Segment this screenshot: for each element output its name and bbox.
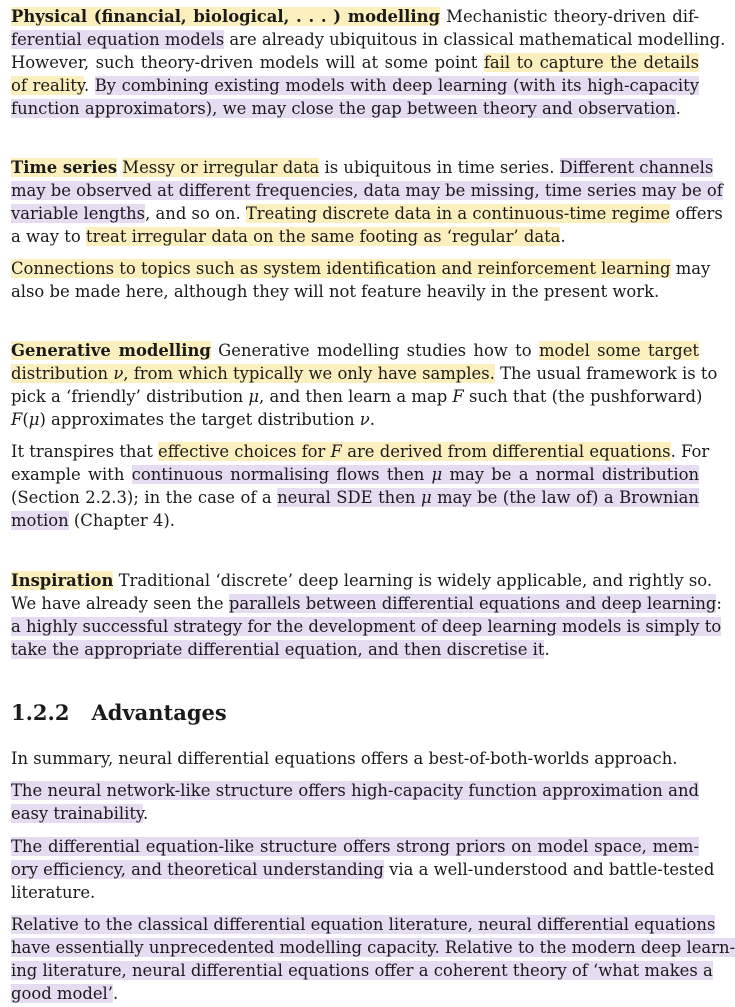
text-line <box>11 960 713 982</box>
text-span: F <box>11 410 23 429</box>
text-line <box>11 780 699 802</box>
text-line <box>11 386 703 408</box>
text-span: are already ubiquitous in classical mathematical modelling. <box>224 30 726 49</box>
text-line <box>11 6 699 28</box>
highlight-yellow: effective choices for <box>158 442 331 461</box>
text-line <box>11 203 723 225</box>
text-line <box>11 510 699 532</box>
highlight-purple: Different channels <box>559 158 714 177</box>
highlight-purple: take the appropriate differential equation, and then discretise it <box>11 640 545 659</box>
text-line <box>11 363 718 385</box>
highlight-yellow: Treating discrete data in a continuous-time regime <box>245 204 671 223</box>
text-span: μ <box>28 410 40 429</box>
text-line <box>11 340 699 362</box>
text-span: . <box>560 227 566 246</box>
text-line <box>11 464 699 486</box>
text-span: However, such theory-driven models will at some point <box>11 53 484 72</box>
text-line <box>11 409 699 431</box>
highlight-yellow: Generative modelling <box>11 341 211 360</box>
text-span: F <box>452 387 464 406</box>
text-span: Generative modelling studies how to <box>210 341 539 360</box>
text-span: pick a ‘friendly’ distribution <box>11 387 249 406</box>
text-span: is ubiquitous in time series. <box>319 158 560 177</box>
text-line <box>11 570 713 592</box>
text-span: The usual framework is to <box>494 364 718 383</box>
text-line <box>11 226 699 248</box>
highlight-purple: function approximators), we may close the gap between theory and observation <box>11 99 676 118</box>
text-line <box>11 258 711 280</box>
text-span: offers <box>670 204 723 223</box>
highlight-purple: variable lengths <box>11 204 146 223</box>
text-line <box>11 914 716 936</box>
highlight-purple: ing literature, neural differential equations offer a coherent theory of ‘what makes a <box>11 961 713 980</box>
text-span: ( <box>22 410 29 429</box>
text-line <box>11 75 699 97</box>
text-span: It transpires that <box>11 442 159 461</box>
text-line <box>11 836 699 858</box>
text-line <box>11 859 715 881</box>
highlight-purple: have essentially unprecedented modelling capacity. Relative to the modern deep learn- <box>11 938 735 957</box>
section-number: 1.2.2 <box>11 700 70 725</box>
text-span: , and so on. <box>145 204 246 223</box>
text-span: via a well-understood and battle-tested <box>383 860 715 879</box>
highlight-purple: μ <box>431 465 443 484</box>
text-span: (Section 2.2.3); in the case of a <box>11 488 278 507</box>
text-span: . <box>369 410 375 429</box>
highlight-purple: may be observed at different frequencies, data may be missing, time series may be of <box>11 181 723 200</box>
text-span: Mechanistic theory-driven dif- <box>439 7 699 26</box>
text-span: . <box>143 804 149 823</box>
highlight-purple: μ <box>420 488 432 507</box>
text-span: . For <box>670 442 710 461</box>
highlight-purple: may be a normal distribution <box>442 465 700 484</box>
highlight-yellow: ν <box>113 364 124 383</box>
text-span: : <box>716 594 722 613</box>
section-title: Advantages <box>91 700 227 725</box>
highlight-purple: motion <box>11 511 69 530</box>
text-line <box>11 281 699 303</box>
text-line <box>11 98 699 120</box>
highlight-yellow: F <box>330 442 342 461</box>
text-line <box>11 616 722 638</box>
highlight-purple: neural SDE then <box>277 488 421 507</box>
highlight-purple: parallels between differential equations and deep learning <box>228 594 717 613</box>
highlight-yellow: , from which typically we only have samples. <box>123 364 495 383</box>
text-span: a way to <box>11 227 86 246</box>
text-span: ν <box>359 410 370 429</box>
text-line <box>11 803 699 825</box>
text-span: may <box>670 259 711 278</box>
text-span: μ <box>248 387 260 406</box>
text-span: . <box>675 99 681 118</box>
highlight-yellow: Inspiration <box>11 571 114 590</box>
highlight-yellow: Messy or irregular data <box>122 158 320 177</box>
highlight-purple: ory efficiency, and theoretical understanding <box>11 860 384 879</box>
highlight-purple: The differential equation-like structure offers strong priors on model space, mem- <box>11 837 699 856</box>
text-span: We have already seen the <box>11 594 229 613</box>
section-heading <box>11 700 227 726</box>
text-line <box>11 937 735 959</box>
text-span: . <box>544 640 550 659</box>
highlight-yellow: distribution <box>11 364 114 383</box>
highlight-purple: Relative to the classical differential equation literature, neural differential equations <box>11 915 716 934</box>
highlight-yellow: Time series <box>11 158 118 177</box>
text-line <box>11 180 723 202</box>
highlight-purple: The neural network-like structure offers high-capacity function approximation and <box>11 781 699 800</box>
text-line <box>11 157 714 179</box>
text-line <box>11 639 699 661</box>
text-span: , and then learn a map <box>259 387 453 406</box>
text-line <box>11 748 699 770</box>
highlight-purple: continuous normalising flows then <box>131 465 432 484</box>
text-span: literature. <box>11 883 96 902</box>
text-span: example with <box>11 465 132 484</box>
text-line <box>11 983 699 1005</box>
text-line <box>11 882 699 904</box>
highlight-yellow: Connections to topics such as system identification and reinforcement learning <box>11 259 671 278</box>
highlight-yellow: treat irregular data on the same footing as ‘regular’ data <box>85 227 561 246</box>
text-span: ) approximates the target distribution <box>39 410 360 429</box>
text-span: also be made here, although they will not feature heavily in the present work. <box>11 282 660 301</box>
highlight-yellow: model some target <box>538 341 699 360</box>
highlight-purple: By combining existing models with deep learning (with its high-capacity <box>94 76 699 95</box>
highlight-purple: easy trainability <box>11 804 144 823</box>
text-line <box>11 487 699 509</box>
highlight-purple: a highly successful strategy for the development of deep learning models is simply to <box>11 617 722 636</box>
text-line <box>11 52 699 74</box>
text-span: Traditional ‘discrete’ deep learning is widely applicable, and rightly so. <box>113 571 713 590</box>
highlight-yellow: of reality <box>11 76 84 95</box>
text-span: In summary, neural differential equations offers a best-of-both-worlds approach. <box>11 749 678 768</box>
highlight-purple: ferential equation models <box>11 30 225 49</box>
highlight-purple: may be (the law of) a Brownian <box>431 488 699 507</box>
text-line <box>11 593 722 615</box>
text-span: . <box>113 984 119 1003</box>
text-line <box>11 441 710 463</box>
text-span: (Chapter 4). <box>68 511 176 530</box>
highlight-yellow: Physical (financial, biological, . . . ) modelling <box>11 7 440 26</box>
text-span: . <box>83 76 95 95</box>
text-line <box>11 29 726 51</box>
highlight-purple: good model’ <box>11 984 113 1003</box>
text-span: such that (the pushforward) <box>463 387 703 406</box>
highlight-yellow: are derived from differential equations <box>341 442 671 461</box>
highlight-yellow: fail to capture the details <box>483 53 699 72</box>
